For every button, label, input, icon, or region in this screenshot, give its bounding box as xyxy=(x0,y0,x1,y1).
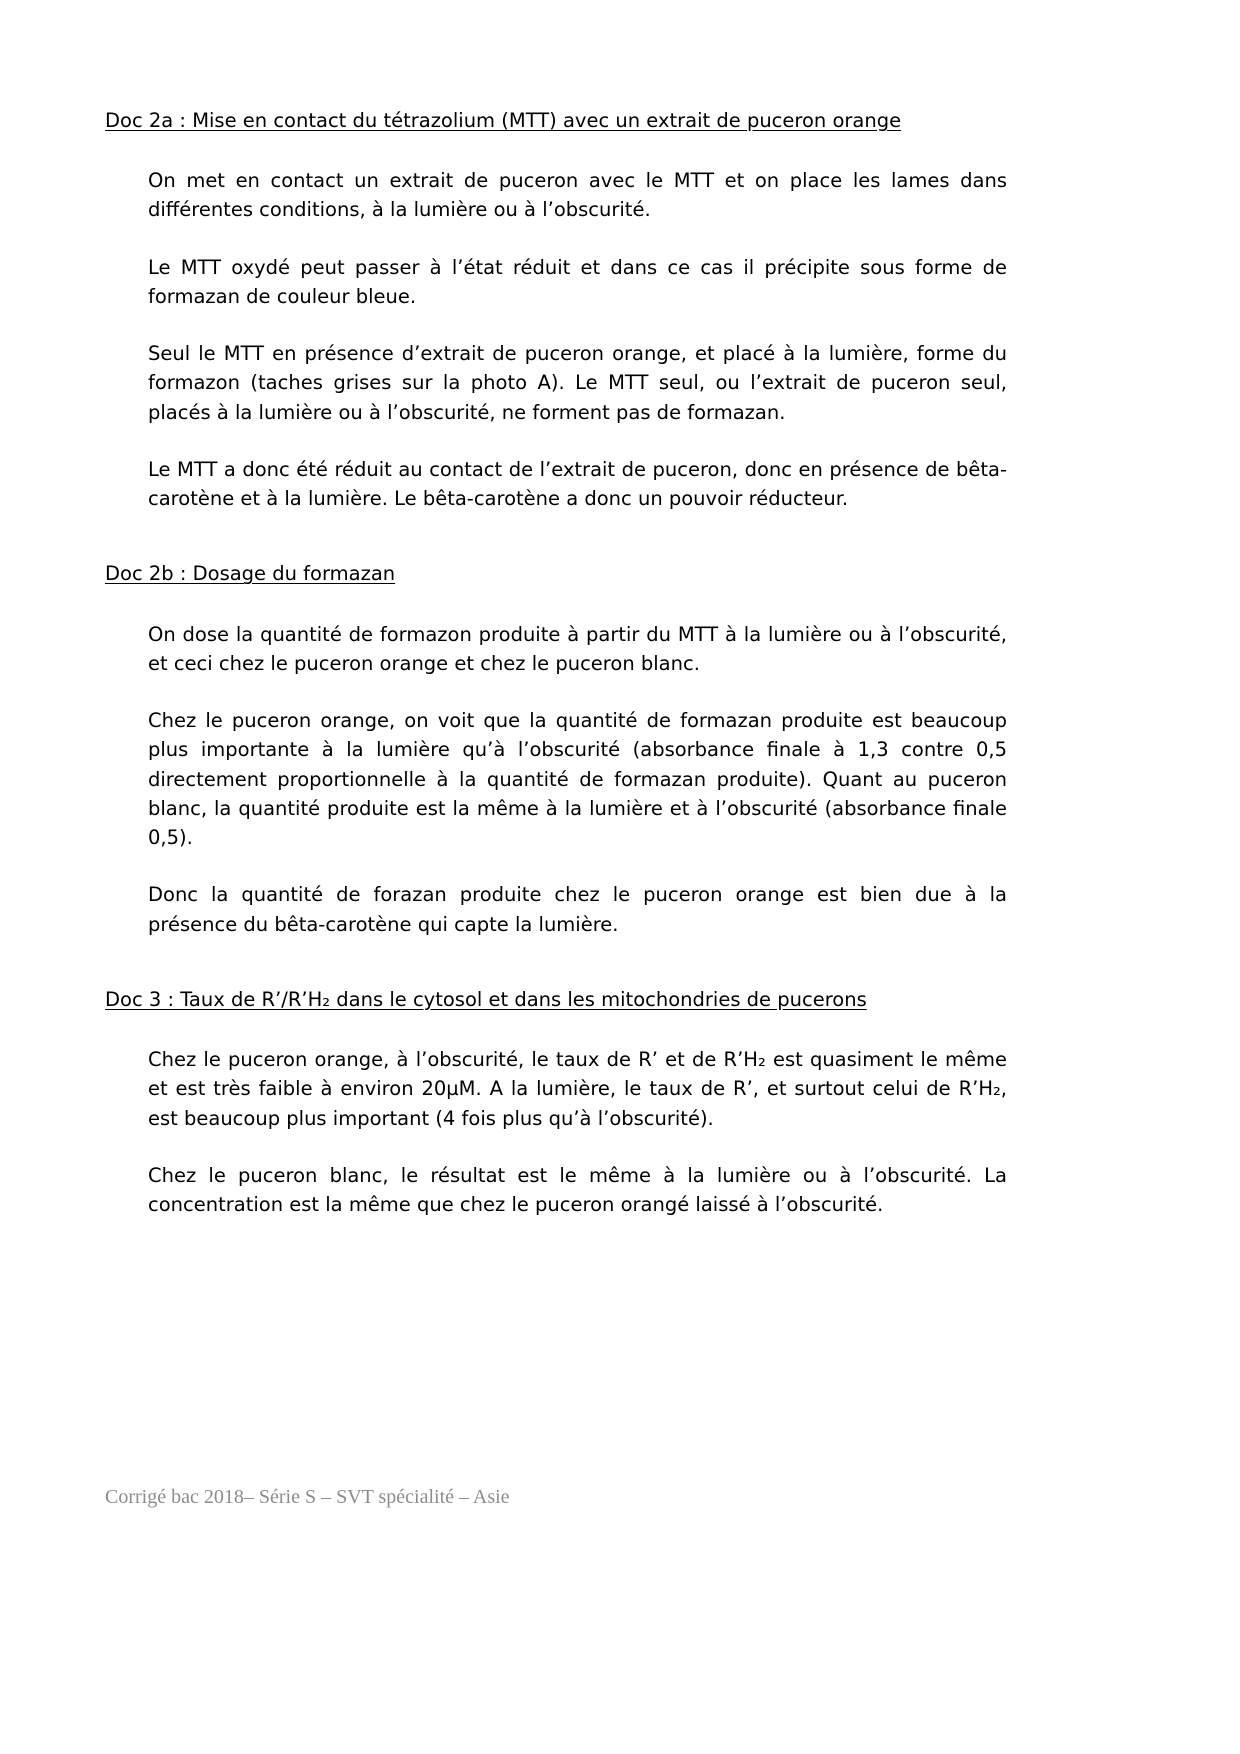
paragraph: Le MTT a donc été réduit au contact de l’extrait de puceron, donc en présence de bêta-carotène et à la lumière. Le bêta-carotène a donc un pouvoir réducteur. xyxy=(148,457,1007,511)
paragraph: Chez le puceron orange, à l’obscurité, le taux de R’ et de R’H₂ est quasiment le même et est très faible à environ 20µM. A la lumière, le taux de R’, et surtout celui de R’H₂, est beaucoup plus important (4 fois plus qu’à l’obscurité). xyxy=(148,1048,1007,1130)
section-doc-2b xyxy=(105,559,1007,938)
page-footer: Corrigé bac 2018– Série S – SVT spécialité – Asie xyxy=(105,1486,510,1508)
paragraph: On met en contact un extrait de puceron avec le MTT et on place les lames dans différentes conditions, à la lumière ou à l’obscurité. xyxy=(148,169,1007,222)
section-heading-doc-2b: Doc 2b : Dosage du formazan xyxy=(105,562,396,586)
paragraph: Seul le MTT en présence d’extrait de puceron orange, et placé à la lumière, forme du formazon (taches grises sur la photo A). Le MTT seul, ou l’extrait de puceron seul, placés à la lumière ou à l’obscurité, ne forment pas de formazan. xyxy=(148,342,1007,424)
paragraph: Donc la quantité de forazan produite chez le puceron orange est bien due à la présence du bêta-carotène qui capte la lumière. xyxy=(148,883,1007,936)
paragraph: On dose la quantité de formazon produite à partir du MTT à la lumière ou à l’obscurité, et ceci chez le puceron orange et chez le puceron blanc. xyxy=(148,622,1007,675)
section-heading-doc-3: Doc 3 : Taux de R’/R’H₂ dans le cytosol et dans les mitochondries de pucerons xyxy=(105,987,867,1011)
section-doc-2a xyxy=(105,106,1007,513)
paragraph: Chez le puceron orange, on voit que la quantité de formazan produite est beaucoup plus importante à la lumière qu’à l’obscurité (absorbance finale à 1,3 contre 0,5 directement proportionnelle à la quantité de formazan produite). Quant au puceron blanc, la quantité produite est la même à la lumière et à l’obscurité (absorbance finale 0,5). xyxy=(148,709,1007,850)
paragraph: Le MTT oxydé peut passer à l’état réduit et dans ce cas il précipite sous forme de formazan de couleur bleue. xyxy=(148,255,1007,308)
section-doc-3 xyxy=(105,985,1007,1219)
paragraph: Chez le puceron blanc, le résultat est le même à la lumière ou à l’obscurité. La concentration est la même que chez le puceron orangé laissé à l’obscurité. xyxy=(148,1163,1007,1217)
section-heading-doc-2a: Doc 2a : Mise en contact du tétrazolium (MTT) avec un extrait de puceron orange xyxy=(105,109,902,132)
